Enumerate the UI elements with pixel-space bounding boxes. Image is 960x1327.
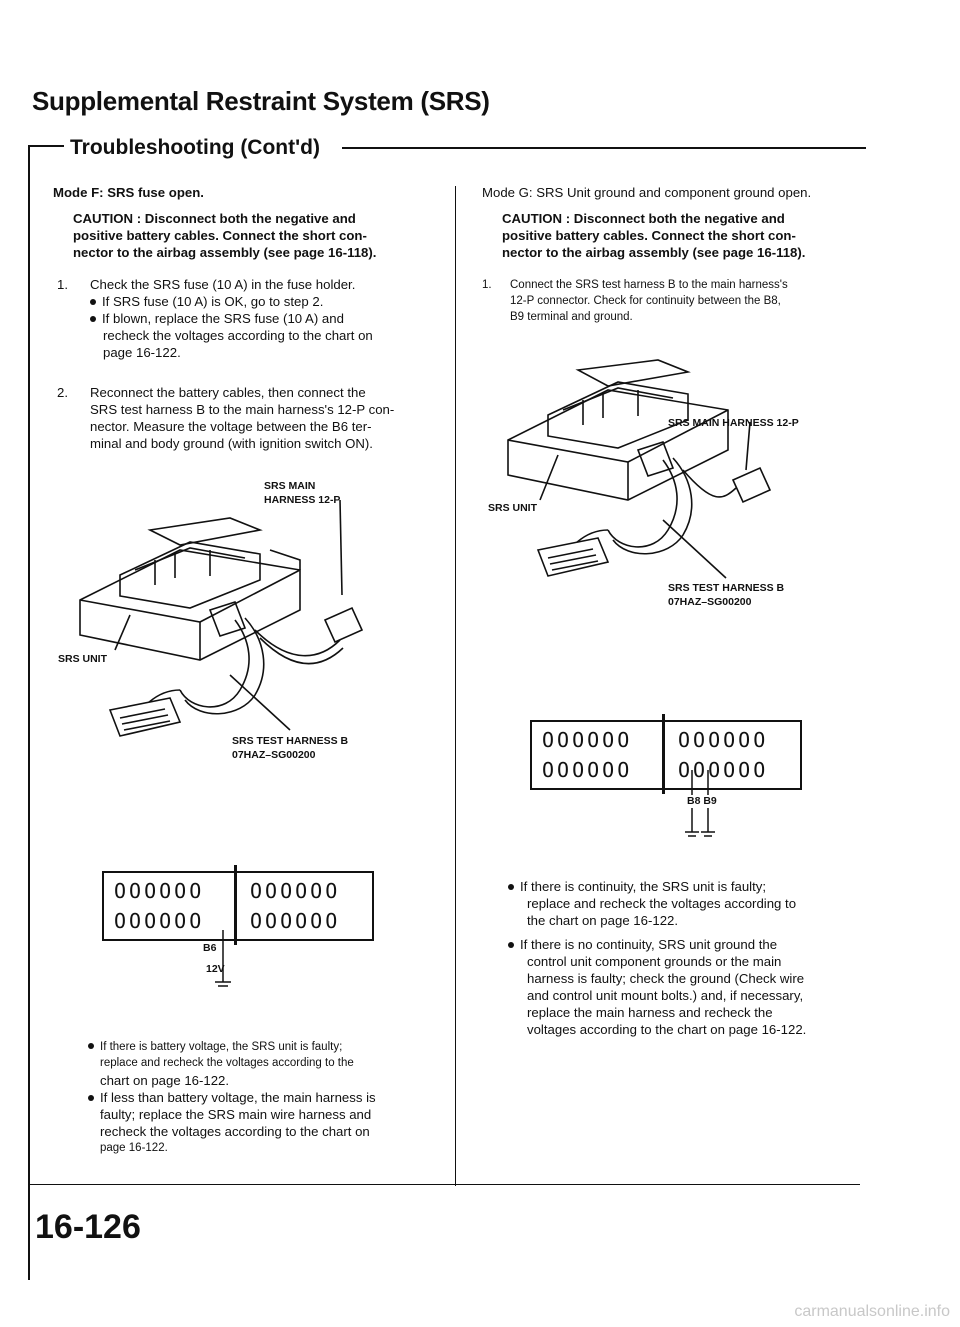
mode-g-step-1-line-3: B9 terminal and ground. (510, 311, 633, 323)
left-result-bullet-1-line-3: chart on page 16-122. (100, 1073, 230, 1088)
right-result-bullet-2-line-4: and control unit mount bolts.) and, if necessary, (527, 988, 804, 1003)
bullet-icon (88, 1043, 94, 1049)
left-result-bullet-2: If less than battery voltage, the main harness is (88, 1089, 376, 1106)
bullet-icon (88, 1095, 94, 1101)
label-test-harness-line-1: SRS TEST HARNESS B (232, 735, 349, 747)
mode-g-step-1-number: 1. (482, 279, 492, 291)
connector-divider-right (662, 714, 665, 794)
voltage-label-12v: 12V (206, 963, 225, 975)
step-1-bullet-2: If blown, replace the SRS fuse (10 A) and (90, 310, 344, 327)
mode-g-step-1-line-2: 12-P connector. Check for continuity between the B8, (510, 295, 781, 307)
label-test-harness-line-2: 07HAZ–SG00200 (232, 749, 316, 761)
connector-row-2-right: OOOOOO (678, 758, 769, 782)
bullet-icon (508, 942, 514, 948)
mode-f-caution-line-1: CAUTION : Disconnect both the negative and (73, 211, 356, 226)
mode-g-caution-line-2: positive battery cables. Connect the short con- (502, 228, 796, 243)
left-result-bullet-1-line-2: replace and recheck the voltages according to the (100, 1057, 354, 1069)
column-divider (455, 186, 456, 1186)
step-1-number: 1. (57, 277, 68, 292)
label-srs-main-harness-line-1: SRS MAIN (264, 480, 316, 492)
mode-f-caution-line-3: nector to the airbag assembly (see page 16-118). (73, 245, 377, 260)
mode-f-heading: Mode F: SRS fuse open. (53, 185, 204, 200)
left-result-bullet-2-line-2: faulty; replace the SRS main wire harness and (100, 1107, 372, 1122)
bullet-icon (508, 884, 514, 890)
left-result-bullet-2-line-3: recheck the voltages according to the chart on (100, 1124, 370, 1139)
right-result-bullet-1: If there is continuity, the SRS unit is faulty; (508, 878, 766, 895)
page-title: Supplemental Restraint System (SRS) (32, 86, 490, 116)
label-srs-unit-right: SRS UNIT (488, 502, 538, 514)
label-srs-main-harness-line-2: HARNESS 12-P (264, 494, 341, 506)
connector-row-1-right: OOOOOO (250, 879, 341, 903)
connector-row-1-right: OOOOOO (678, 728, 769, 752)
connector-row-2-left: OOOOOO (114, 909, 205, 933)
step-1-text: Check the SRS fuse (10 A) in the fuse holder. (90, 277, 356, 292)
connector-row-2-right: OOOOOO (250, 909, 341, 933)
mode-g-heading: Mode G: SRS Unit ground and component ground open. (482, 185, 812, 200)
step-1-bullet-2-line-2: recheck the voltages according to the chart on (103, 328, 373, 343)
left-result-bullet-1: If there is battery voltage, the SRS unit is faulty; (88, 1040, 342, 1055)
label-test-harness-right-line-1: SRS TEST HARNESS B (668, 582, 785, 594)
step-2-line-3: nector. Measure the voltage between the B6 ter- (90, 419, 372, 434)
label-test-harness-right-line-2: 07HAZ–SG00200 (668, 596, 752, 608)
right-result-bullet-2-line-3: harness is faulty; check the ground (Check wire (527, 971, 805, 986)
watermark: carmanualsonline.info (794, 1303, 950, 1320)
connector-row-1-left: OOOOOO (542, 728, 633, 752)
step-1-bullet-1: If SRS fuse (10 A) is OK, go to step 2. (90, 293, 323, 310)
mode-g-step-1-line-1: Connect the SRS test harness B to the main harness's (510, 279, 788, 291)
bullet-icon (90, 316, 96, 322)
subtitle-rule (342, 147, 866, 149)
srs-unit-illustration-left (60, 490, 440, 770)
pin-label-b6: B6 (203, 942, 217, 954)
b6-probe-lead (200, 920, 260, 1000)
connector-row-1-left: OOOOOO (114, 879, 205, 903)
right-result-bullet-2: If there is no continuity, SRS unit ground the (508, 936, 777, 953)
mode-g-caution-line-1: CAUTION : Disconnect both the negative and (502, 211, 785, 226)
label-srs-main-harness-right: SRS MAIN HARNESS 12-P (668, 417, 799, 429)
pin-labels-b8-b9: B8 B9 (687, 795, 717, 807)
mode-g-caution-line-3: nector to the airbag assembly (see page 16-118). (502, 245, 806, 260)
step-2-number: 2. (57, 385, 68, 400)
right-result-bullet-2-line-2: control unit component grounds or the main (527, 954, 782, 969)
right-result-bullet-1-line-3: the chart on page 16-122. (527, 913, 679, 928)
right-result-bullet-2-line-6: voltages according to the chart on page 16-122. (527, 1022, 807, 1037)
b8-b9-ground-leads (680, 770, 740, 850)
right-result-bullet-2-line-5: replace the main harness and recheck the (527, 1005, 773, 1020)
page-number: 16-126 (35, 1208, 141, 1246)
mode-f-caution-line-2: positive battery cables. Connect the short con- (73, 228, 367, 243)
step-2-line-4: minal and body ground (with ignition switch ON). (90, 436, 373, 451)
left-result-bullet-2-line-4: page 16-122. (100, 1142, 168, 1154)
header-bracket-tick (28, 145, 64, 147)
header-bracket-vertical (28, 145, 30, 1280)
step-2-line-1: Reconnect the battery cables, then connect the (90, 385, 366, 400)
footer-rule (30, 1184, 860, 1185)
connector-diagram-right (530, 720, 802, 790)
label-srs-unit-left: SRS UNIT (58, 653, 108, 665)
step-1-bullet-2-line-3: page 16-122. (103, 345, 181, 360)
right-result-bullet-1-line-2: replace and recheck the voltages according to (527, 896, 797, 911)
connector-row-2-left: OOOOOO (542, 758, 633, 782)
step-2-line-2: SRS test harness B to the main harness's 12-P con- (90, 402, 395, 417)
section-subtitle: Troubleshooting (Cont'd) (70, 136, 320, 159)
bullet-icon (90, 299, 96, 305)
